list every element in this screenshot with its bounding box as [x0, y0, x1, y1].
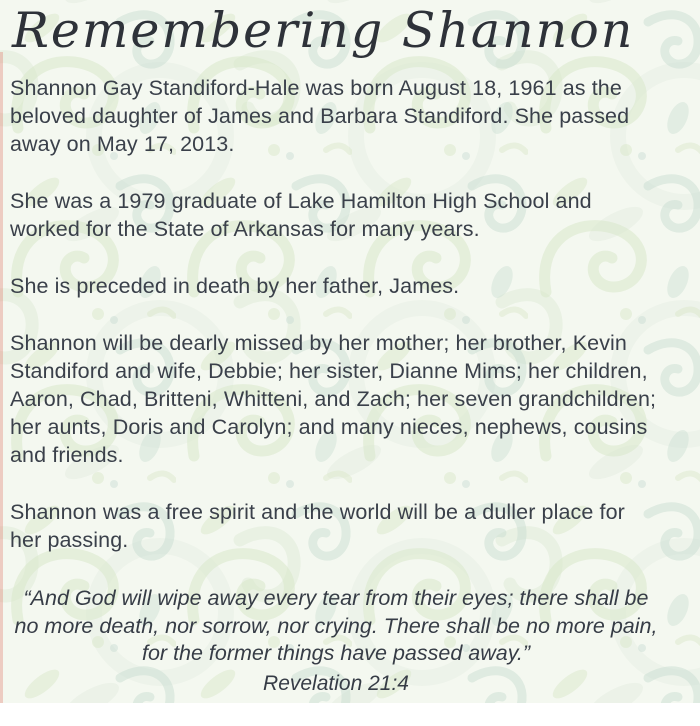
paragraph-tribute: Shannon was a free spirit and the world will be a duller place for her passing. [10, 500, 625, 552]
scripture-quote: “And God will wipe away every tear from their eyes; there shall be no more death, nor sorrow, nor crying. There shall be no more pain, for the former things have passed away.” [14, 586, 658, 665]
paragraph-birth: Shannon Gay Standiford-Hale was born August 18, 1961 as the beloved daughter of James and Barbara Standiford. She passed away on May 17, 2013. [10, 76, 630, 156]
paragraph-preceded: She is preceded in death by her father, James. [10, 274, 460, 298]
scan-bottom-margin [0, 703, 700, 726]
page-title: Remembering Shannon [12, 2, 635, 59]
obituary-content [10, 0, 662, 697]
scripture-reference: Revelation 21:4 [263, 671, 409, 695]
paragraph-survivors: Shannon will be dearly missed by her mother; her brother, Kevin Standiford and wife, Debbie; her sister, Dianne Mims; her children, Aaron, Chad, Britteni, Whitteni, and Zach; her seven grandchildren; her aunts, Doris and Carolyn; and many nieces, nephews, cousins and friends. [10, 331, 657, 467]
paragraph-education: She was a 1979 graduate of Lake Hamilton High School and worked for the State of Arkansas for many years. [10, 189, 592, 241]
scan-edge-artifact [0, 52, 3, 704]
